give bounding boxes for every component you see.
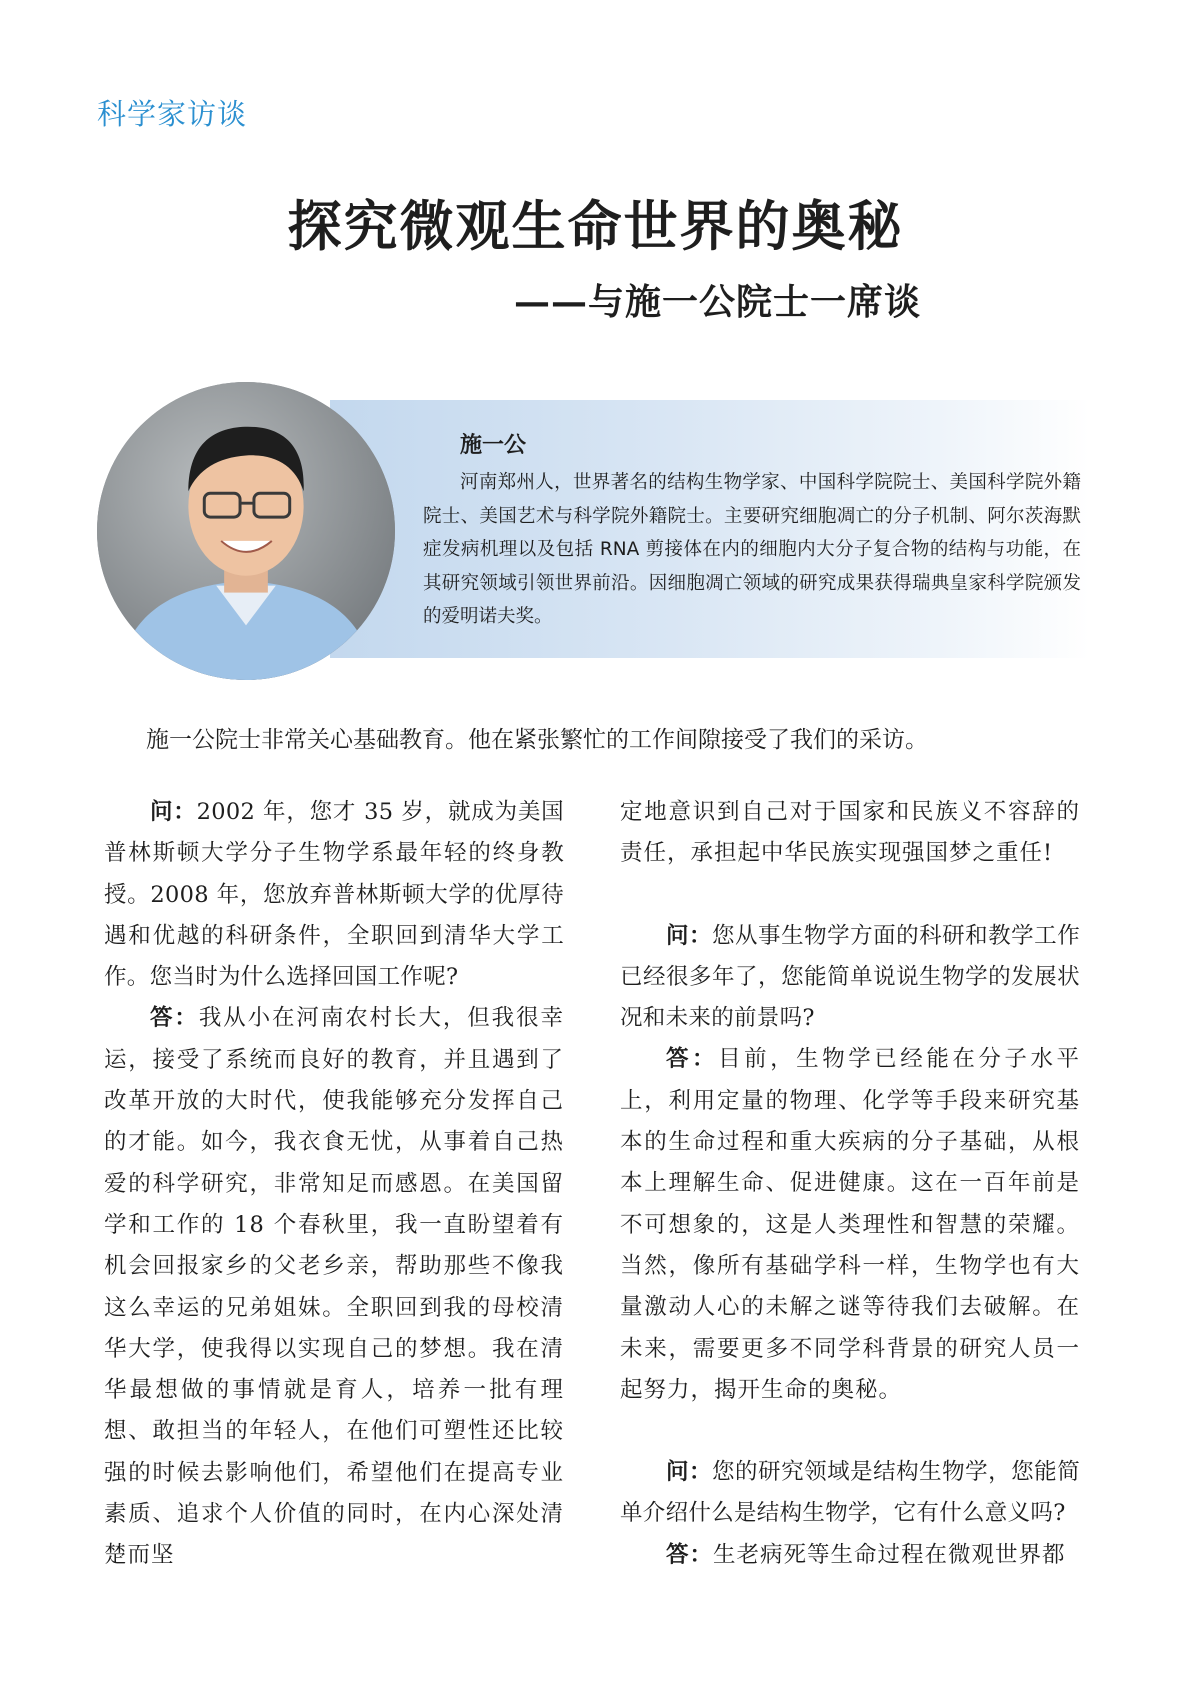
question-label: 问：: [666, 922, 713, 949]
paragraph-gap: [620, 1411, 1080, 1452]
answer-label: 答：: [150, 1005, 199, 1032]
question-2: [620, 916, 1080, 1040]
question-text: 2002 年，您才 35 岁，就成为美国普林斯顿大学分子生物学系最年轻的终身教授。2008 年，您放弃普林斯顿大学的优厚待遇和优越的科研条件，全职回到清华大学工作。您当时为什么选择回国工作呢?: [104, 799, 564, 991]
answer-2: [620, 1039, 1080, 1411]
bio-name: 施一公: [460, 433, 527, 458]
question-label: 问：: [150, 799, 197, 825]
answer-text: 我从小在河南农村长大，但我很幸运，接受了系统而良好的教育，并且遇到了改革开放的大时代，使我能够充分发挥自己的才能。如今，我衣食无忧，从事着自己热爱的科学研究，非常知足而感恩。在美国留学和工作的 18 个春秋里，我一直盼望着有机会回报家乡的父老乡亲，帮助那些不像我这么幸运的兄弟姐妹。全职回到我的母校清华大学，使我得以实现自己的梦想。我在清华最想做的事情就是育人，培养一批有理想、敢担当的年轻人，在他们可塑性还比较强的时候去影响他们，希望他们在提高专业素质、追求个人价值的同时，在内心深处清楚而坚: [104, 1005, 564, 1569]
question-label: 问：: [666, 1459, 713, 1486]
bio-text: 河南郑州人，世界著名的结构生物学家、中国科学院院士、美国科学院外籍院士、美国艺术与科学院外籍院士。主要研究细胞凋亡的分子机制、阿尔茨海默症发病机理以及包括 RNA 剪接体在内的细胞内大分子复合物的结构与功能，在其研究领域引领世界前沿。因细胞凋亡领域的研究成果获得瑞典皇家科学院颁发的爱明诺夫奖。: [423, 472, 1081, 627]
answer-text: 目前，生物学已经能在分子水平上，利用定量的物理、化学等手段来研究基本的生命过程和重大疾病的分子基础，从根本上理解生命、促进健康。这在一百年前是不可想象的，这是人类理性和智慧的荣耀。当然，像所有基础学科一样，生物学也有大量激动人心的未解之谜等待我们去破解。在未来，需要更多不同学科背景的研究人员一起努力，揭开生命的奥秘。: [620, 1046, 1080, 1403]
section-label: 科学家访谈: [97, 97, 248, 131]
page-title: 探究微观生命世界的奥秘: [287, 194, 904, 258]
question-1: [104, 792, 564, 998]
page-subtitle: ——与施一公院士一席谈: [513, 281, 921, 323]
question-text: 您的研究领域是结构生物学，您能简单介绍什么是结构生物学，它有什么意义吗?: [620, 1459, 1080, 1527]
answer-label: 答：: [666, 1541, 714, 1568]
answer-text: 生老病死等生命过程在微观世界都: [713, 1541, 1066, 1568]
left-column: [104, 792, 564, 1577]
portrait-photo: [97, 382, 395, 680]
intro-paragraph: 施一公院士非常关心基础教育。他在紧张繁忙的工作间隙接受了我们的采访。: [146, 727, 928, 753]
answer-1: [104, 998, 564, 1576]
right-column: [620, 792, 1080, 1576]
answer-label: 答：: [666, 1046, 719, 1073]
question-3: [620, 1452, 1080, 1535]
portrait-illustration-icon: [97, 382, 395, 680]
answer-1-continued: 定地意识到自己对于国家和民族义不容辞的责任，承担起中华民族实现强国梦之重任!: [620, 799, 1080, 867]
answer-3: [620, 1535, 1080, 1576]
question-text: 您从事生物学方面的科研和教学工作已经很多年了，您能简单说说生物学的发展状况和未来的前景吗?: [620, 922, 1080, 1032]
paragraph-gap: [620, 875, 1080, 916]
